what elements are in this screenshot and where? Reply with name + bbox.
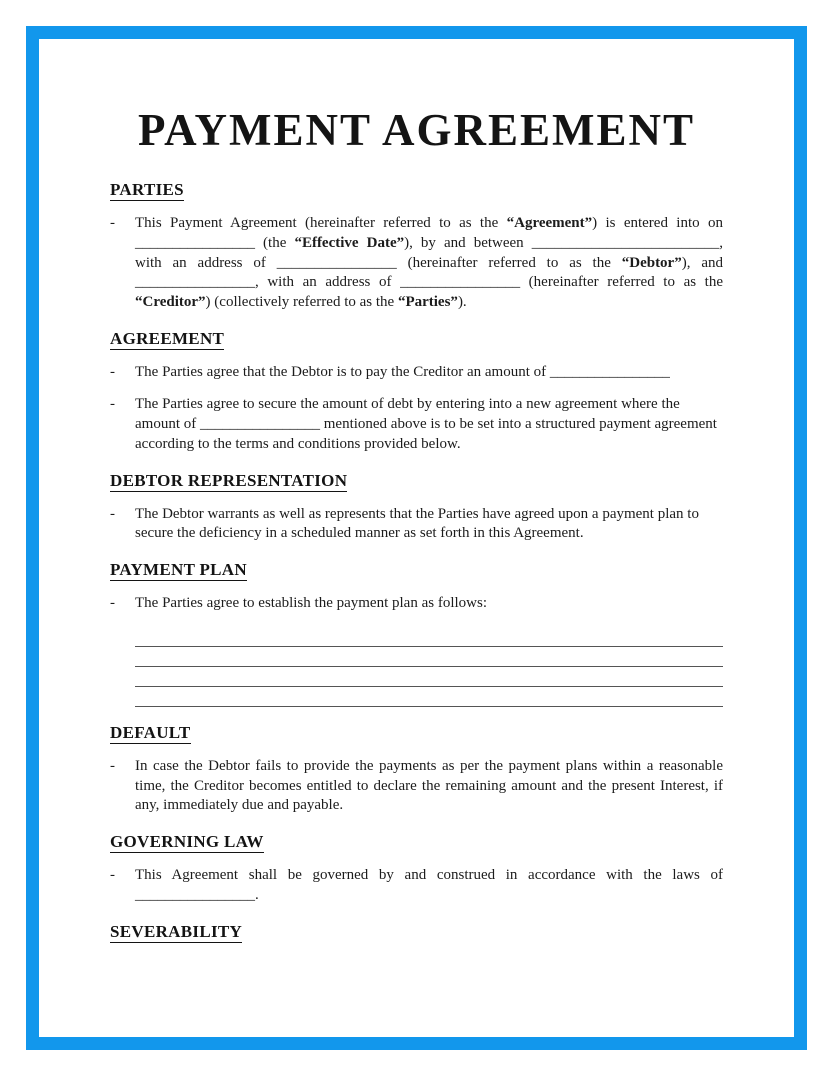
payment-plan-paragraph: The Parties agree to establish the payment plan as follows: [135, 595, 487, 612]
document-content [39, 39, 794, 943]
debtor-representation-bullet [110, 505, 723, 544]
heading-governing-law [110, 831, 723, 853]
debtor-representation-paragraph: The Debtor warrants as well as represents that the Parties have agreed upon a payment plan to secure the deficiency in a scheduled manner as set forth in this Agreement. [135, 505, 699, 542]
heading-parties [110, 179, 723, 201]
bullet-dash: - [110, 505, 115, 522]
bullet-dash: - [110, 215, 115, 232]
heading-debtor-representation [110, 470, 723, 492]
heading-agreement-label: AGREEMENT [110, 328, 225, 348]
governing-law-paragraph: This Agreement shall be governed by and construed in accordance with the laws of ________________. [135, 867, 723, 903]
section-payment-plan [110, 559, 723, 707]
blank-line [135, 667, 723, 687]
blank-line [135, 687, 723, 707]
heading-severability [110, 921, 723, 943]
payment-plan-blank-lines [135, 627, 723, 707]
agreement-paragraph-2: The Parties agree to secure the amount of debt by entering into a new agreement where the amount of ________________ mentioned above is to be set into a structured payment agreement according to the terms and conditions provided below. [135, 396, 717, 452]
heading-governing-law-label: GOVERNING LAW [110, 832, 264, 852]
bullet-dash: - [110, 396, 115, 413]
agreement-bullet-2 [110, 395, 723, 454]
blank-line [135, 627, 723, 647]
heading-parties-label: PARTIES [110, 180, 184, 199]
document-title: PAYMENT AGREEMENT [138, 105, 695, 155]
bullet-dash: - [110, 757, 115, 774]
bullet-dash: - [110, 363, 115, 380]
default-bullet [110, 757, 723, 816]
parties-intro-paragraph: This Payment Agreement (hereinafter referred to as the “Agreement”) is entered into on ________________ (the “Effective Date”), by and between _________________________, with an address of ________________ (hereinafter referred to as the “Debtor”), and ________________, with an address of ________________ (hereinafter referred to as the “Creditor”) (collectively referred to as the “Parties”). [135, 215, 723, 310]
section-default [110, 722, 723, 816]
payment-plan-bullet [110, 594, 723, 614]
bullet-dash: - [110, 595, 115, 612]
page-border-frame [26, 26, 807, 1050]
section-severability [110, 921, 723, 943]
section-parties [110, 179, 723, 313]
heading-payment-plan-label: PAYMENT PLAN [110, 560, 247, 580]
heading-agreement [110, 328, 723, 350]
parties-intro-bullet [110, 214, 723, 313]
section-governing-law [110, 831, 723, 906]
heading-severability-label: SEVERABILITY [110, 921, 243, 941]
bullet-dash: - [110, 867, 115, 884]
blank-line [135, 647, 723, 667]
heading-default-label: DEFAULT [110, 722, 191, 742]
section-debtor-representation [110, 470, 723, 545]
heading-payment-plan [110, 559, 723, 581]
heading-default [110, 722, 723, 744]
heading-debtor-representation-label: DEBTOR REPRESENTATION [110, 470, 348, 490]
agreement-bullet-1 [110, 363, 723, 383]
governing-law-bullet [110, 866, 723, 905]
agreement-paragraph-1: The Parties agree that the Debtor is to pay the Creditor an amount of ________________ [135, 363, 670, 380]
default-paragraph: In case the Debtor fails to provide the payments as per the payment plans within a reasonable time, the Creditor becomes entitled to declare the remaining amount and the present Interest, if any, immediately due and payable. [135, 757, 723, 814]
section-agreement [110, 328, 723, 455]
